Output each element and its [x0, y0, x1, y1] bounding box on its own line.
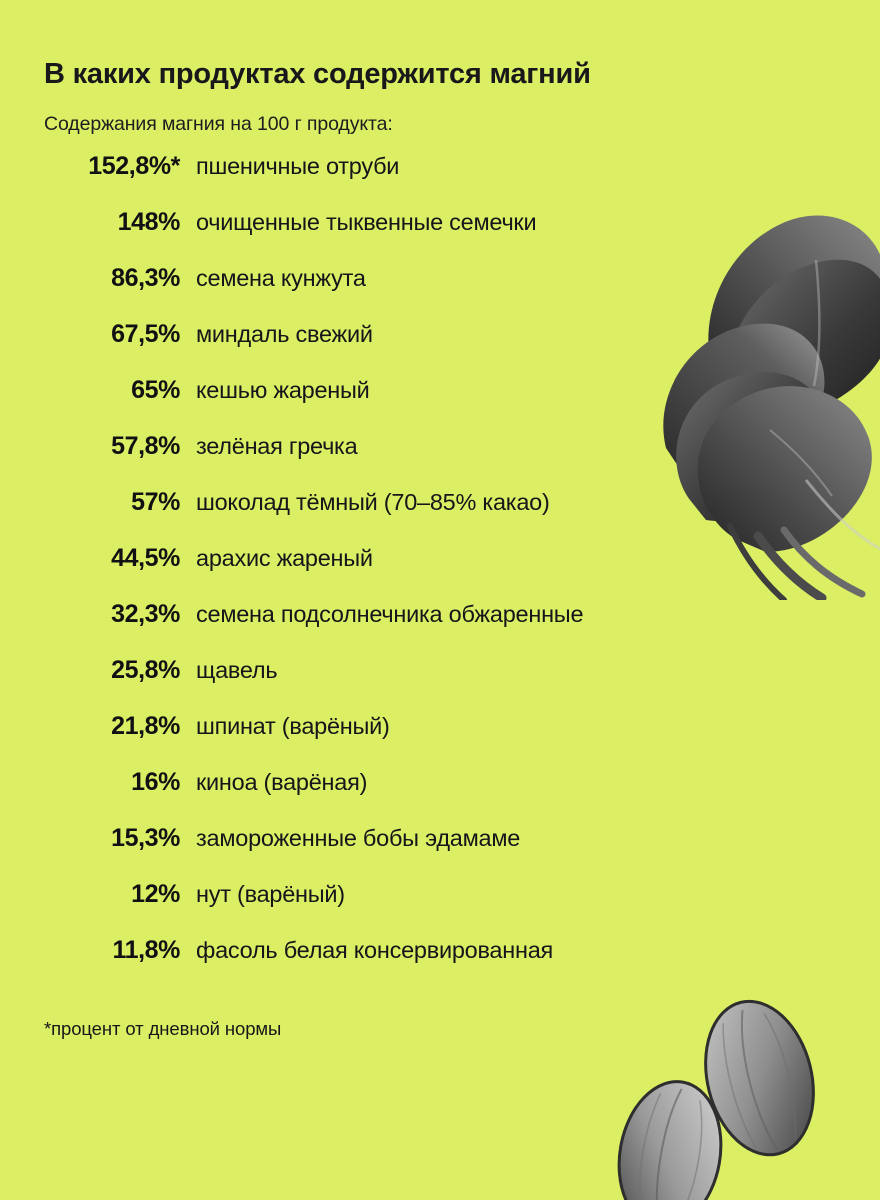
item-percent: 57,8%: [111, 432, 180, 461]
list-item: [44, 880, 836, 936]
item-label: кешью жареный: [196, 377, 370, 404]
list-item: [44, 320, 836, 376]
item-percent: 57%: [131, 488, 180, 517]
item-label: зелёная гречка: [196, 433, 358, 460]
item-label: замороженные бобы эдамаме: [196, 825, 521, 852]
item-label: фасоль белая консервированная: [196, 937, 553, 964]
list-item: [44, 376, 836, 432]
list-item: [44, 712, 836, 768]
page-subtitle: Содержания магния на 100 г продукта:: [44, 113, 393, 136]
item-percent: 148%: [117, 208, 180, 237]
item-label: семена подсолнечника обжаренные: [196, 601, 584, 628]
item-label: арахис жареный: [196, 545, 373, 572]
list-item: [44, 432, 836, 488]
item-label: семена кунжута: [196, 265, 366, 292]
list-item: [44, 264, 836, 320]
page-title: В каких продуктах содержится магний: [44, 58, 591, 90]
item-label: миндаль свежий: [196, 321, 373, 348]
item-label: киноа (варёная): [196, 769, 368, 796]
item-label: шпинат (варёный): [196, 713, 390, 740]
list-item: [44, 488, 836, 544]
item-percent: 15,3%: [111, 824, 180, 853]
item-percent: 16%: [131, 768, 180, 797]
item-label: щавель: [196, 657, 278, 684]
list-item: [44, 600, 836, 656]
item-percent: 12%: [131, 880, 180, 909]
list-item: [44, 152, 836, 208]
item-percent: 152,8%*: [88, 152, 180, 181]
item-label: пшеничные отруби: [196, 153, 400, 180]
item-percent: 65%: [131, 376, 180, 405]
item-percent: 32,3%: [111, 600, 180, 629]
list-item: [44, 544, 836, 600]
magnesium-list: [44, 152, 836, 992]
list-item: [44, 936, 836, 992]
list-item: [44, 656, 836, 712]
item-percent: 11,8%: [112, 936, 180, 965]
item-percent: 21,8%: [111, 712, 180, 741]
item-label: очищенные тыквенные семечки: [196, 209, 537, 236]
item-label: нут (варёный): [196, 881, 345, 908]
list-item: [44, 824, 836, 880]
item-percent: 25,8%: [111, 656, 180, 685]
footnote: *процент от дневной нормы: [44, 1018, 282, 1040]
item-percent: 44,5%: [111, 544, 180, 573]
list-item: [44, 208, 836, 264]
item-label: шоколад тёмный (70–85% какао): [196, 489, 550, 516]
item-percent: 67,5%: [111, 320, 180, 349]
item-percent: 86,3%: [111, 264, 180, 293]
list-item: [44, 768, 836, 824]
